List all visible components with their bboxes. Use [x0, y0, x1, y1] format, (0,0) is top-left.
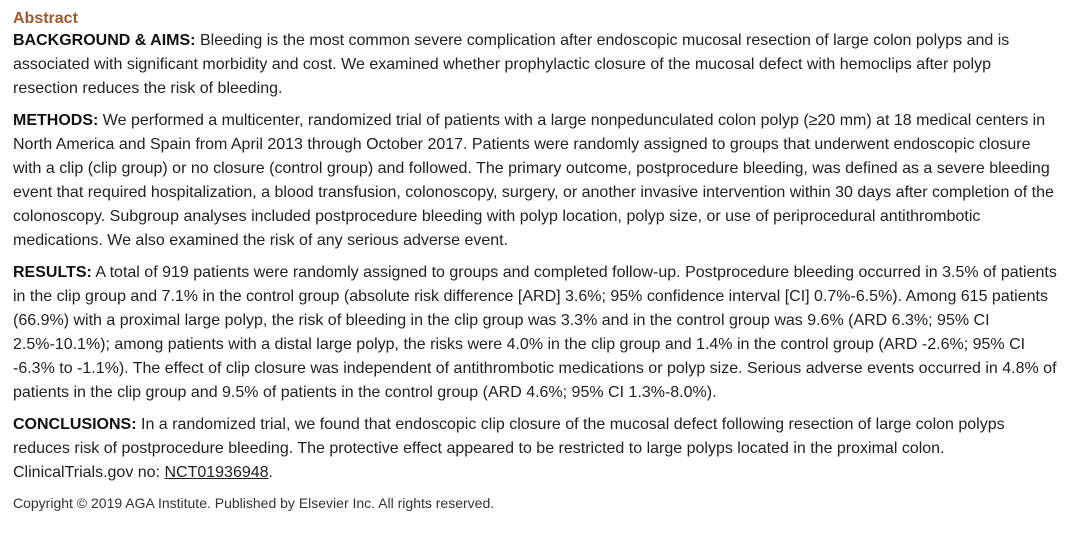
- methods-label: METHODS:: [13, 112, 99, 129]
- results-text: A total of 919 patients were randomly assigned to groups and completed follow-up. Postprocedure bleeding occurred in 3.5% of patients in the clip group and 7.1% in the control group (absolute risk difference [ARD] 3.6%; 95% confidence interval [CI] 0.7%-6.5%). Among 615 patients (66.9%) with a proximal large polyp, the risk of bleeding in the clip group was 3.3% and in the control group was 9.6% (ARD 6.3%; 95% CI 2.5%-10.1%); among patients with a distal large polyp, the risks were 4.0% in the clip group and 1.4% in the control group (ARD -2.6%; 95% CI -6.3% to -1.1%). The effect of clip closure was independent of antithrombotic medications or polyp size. Serious adverse events occurred in 4.8% of patients in the clip group and 9.5% of patients in the control group (ARD 4.6%; 95% CI 1.3%-8.0%).: [13, 264, 1057, 401]
- conclusions-section: [13, 413, 1060, 485]
- results-section: [13, 261, 1060, 405]
- conclusions-label: CONCLUSIONS:: [13, 416, 137, 433]
- methods-section: [13, 109, 1060, 253]
- results-label: RESULTS:: [13, 264, 92, 281]
- conclusions-suffix: .: [268, 464, 273, 481]
- background-aims-label: BACKGROUND & AIMS:: [13, 32, 196, 49]
- clinical-trial-link[interactable]: NCT01936948: [164, 464, 269, 481]
- conclusions-text: In a randomized trial, we found that endoscopic clip closure of the mucosal defect following resection of large colon polyps reduces risk of postprocedure bleeding. The protective effect appeared to be restricted to large polyps located in the proximal colon. ClinicalTrials.gov no:: [13, 416, 1005, 481]
- abstract-heading: Abstract: [13, 10, 78, 27]
- methods-text: We performed a multicenter, randomized trial of patients with a large nonpedunculated colon polyp (≥20 mm) at 18 medical centers in North America and Spain from April 2013 through October 2017. Patients were randomly assigned to groups that underwent endoscopic closure with a clip (clip group) or no closure (control group) and followed. The primary outcome, postprocedure bleeding, was defined as a severe bleeding event that required hospitalization, a blood transfusion, colonoscopy, surgery, or another invasive intervention within 30 days after completion of the colonoscopy. Subgroup analyses included postprocedure bleeding with polyp location, polyp size, or use of periprocedural antithrombotic medications. We also examined the risk of any serious adverse event.: [13, 112, 1054, 249]
- background-aims-text: Bleeding is the most common severe complication after endoscopic mucosal resection of large colon polyps and is associated with significant morbidity and cost. We examined whether prophylactic closure of the mucosal defect with hemoclips after polyp resection reduces the risk of bleeding.: [13, 32, 1010, 97]
- background-aims-section: [13, 29, 1060, 101]
- copyright-notice: Copyright © 2019 AGA Institute. Published by Elsevier Inc. All rights reserved.: [13, 495, 495, 511]
